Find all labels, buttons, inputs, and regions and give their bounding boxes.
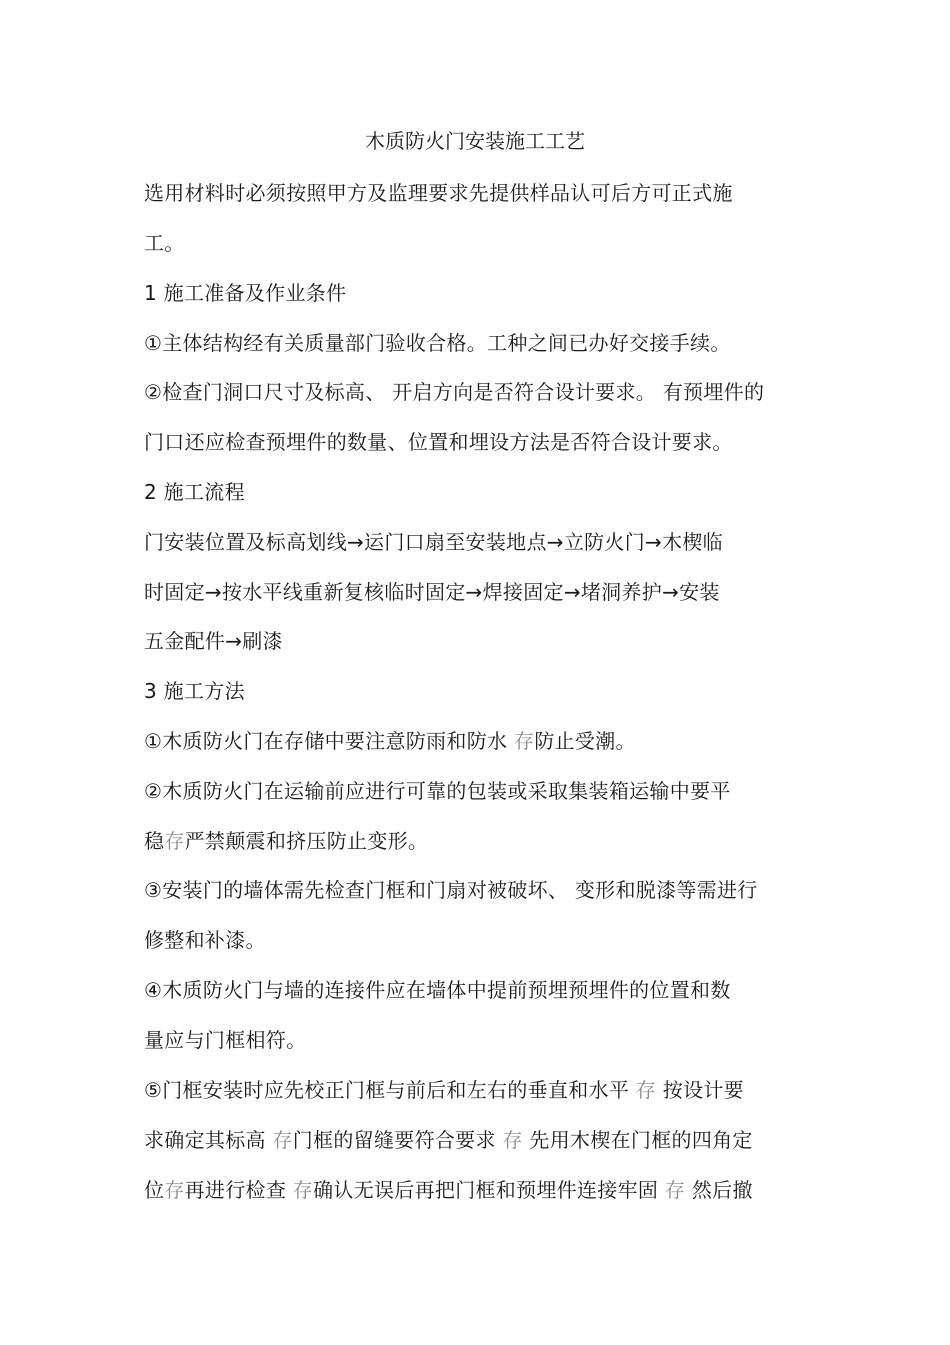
line-text: 严禁颠震和挤压防止变形。 <box>184 829 429 853</box>
line-text: 求确定其标高 <box>144 1128 273 1152</box>
paragraph-line <box>144 377 764 407</box>
paragraph-line <box>144 577 720 607</box>
paragraph-line <box>144 228 185 258</box>
line-text: ①主体结构经有关质量部门验收合格。工种之间已办好交接手续。 <box>144 331 731 355</box>
line-text: ⑤门框安装时应先校正门框与前后和左右的垂直和水平 <box>144 1078 636 1102</box>
paragraph-line <box>144 1175 753 1205</box>
paragraph-line <box>144 328 731 358</box>
paragraph-line <box>144 1075 744 1105</box>
line-text: 量应与门框相符。 <box>144 1028 307 1052</box>
garbled-glyph: 存 <box>272 1128 293 1152</box>
line-text: 稳 <box>144 829 165 853</box>
line-text: 门口还应检查预埋件的数量、位置和埋设方法是否符合设计要求。 <box>144 430 733 454</box>
line-text: ④木质防火门与墙的连接件应在墙体中提前预埋预埋件的位置和数 <box>144 978 731 1002</box>
paragraph-line <box>144 278 346 308</box>
paragraph-line <box>144 925 266 955</box>
paragraph-line <box>144 178 733 208</box>
garbled-glyph: 存 <box>164 829 185 853</box>
paragraph-line <box>144 726 636 756</box>
line-text: 1 施工准备及作业条件 <box>144 281 347 305</box>
line-text: 防止受潮。 <box>534 729 636 753</box>
line-text: 五金配件→刷漆 <box>144 629 283 653</box>
garbled-glyph: 存 <box>514 729 535 753</box>
line-text: 门安装位置及标高划线→运门口扇至安装地点→立防火门→木楔临 <box>144 530 723 554</box>
line-text: 2 施工流程 <box>144 480 245 504</box>
garbled-glyph: 存 <box>292 1178 314 1202</box>
line-text: 然后撤 <box>685 1178 753 1202</box>
line-text: 位 <box>144 1178 165 1202</box>
line-text: ②检查门洞口尺寸及标高、 开启方向是否符合设计要求。 有预埋件的 <box>144 380 765 404</box>
garbled-glyph: 存 <box>164 1178 185 1202</box>
line-text: 时固定→按水平线重新复核临时固定→焊接固定→堵洞养护→安装 <box>144 580 720 604</box>
paragraph-line <box>144 776 731 806</box>
paragraph-line <box>144 1125 753 1155</box>
line-text: 再进行检查 <box>184 1178 293 1202</box>
line-text: ①木质防火门在存储中要注意防雨和防水 <box>144 729 514 753</box>
line-text: ③安装门的墙体需先检查门框和门扇对被破坏、 变形和脱漆等需进行 <box>144 878 758 902</box>
paragraph-line <box>144 875 758 905</box>
line-text: 按设计要 <box>656 1078 744 1102</box>
line-text: 选用材料时必须按照甲方及监理要求先提供样品认可后方可正式施 <box>144 181 733 205</box>
paragraph-line <box>144 477 245 507</box>
paragraph-line <box>144 626 283 656</box>
paragraph-line <box>144 826 428 856</box>
line-text: 修整和补漆。 <box>144 928 266 952</box>
paragraph-line <box>144 1025 306 1055</box>
paragraph-line <box>144 676 245 706</box>
line-text: 门框的留缝要符合要求 <box>292 1128 503 1152</box>
line-text: ②木质防火门在运输前应进行可靠的包装或采取集装箱运输中要平 <box>144 779 731 803</box>
line-text: 工。 <box>144 231 185 255</box>
garbled-glyph: 存 <box>635 1078 657 1102</box>
paragraph-line <box>144 427 733 457</box>
paragraph-line <box>144 975 731 1005</box>
line-text: 3 施工方法 <box>144 679 245 703</box>
line-text: 确认无误后再把门框和预埋件连接牢固 <box>313 1178 665 1202</box>
line-text: 先用木楔在门框的四角定 <box>522 1128 753 1152</box>
garbled-glyph: 存 <box>664 1178 686 1202</box>
garbled-glyph: 存 <box>502 1128 523 1152</box>
document-title: 木质防火门安装施工工艺 <box>365 129 585 153</box>
paragraph-line <box>144 527 723 557</box>
